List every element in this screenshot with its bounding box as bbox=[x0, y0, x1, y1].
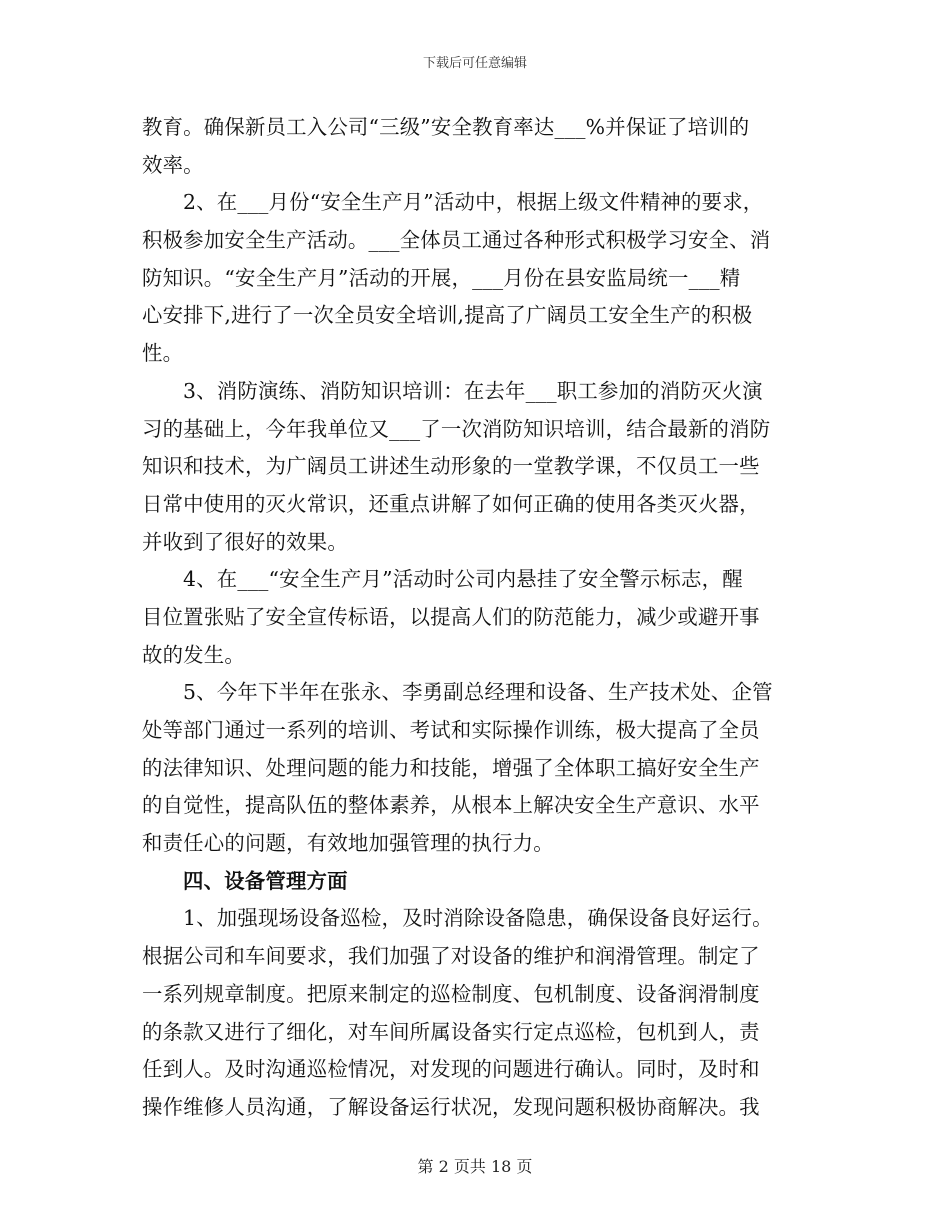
body-line: 的条款又进行了细化，对车间所属设备实行定点巡检，包机到人，责 bbox=[142, 1019, 760, 1044]
page-number: 第 2 页共 18 页 bbox=[417, 1157, 533, 1176]
body-line: 效率。 bbox=[142, 152, 204, 177]
body-line: 积极参加安全生产活动。___全体员工通过各种形式积极学习安全、消 bbox=[142, 228, 771, 253]
body-line: 习的基础上，今年我单位又___了一次消防知识培训，结合最新的消防 bbox=[142, 416, 771, 441]
body-line: 的自觉性，提高队伍的整体素养，从根本上解决安全生产意识、水平 bbox=[142, 793, 760, 818]
paragraph-start-line: 5、今年下半年在张永、李勇副总经理和设备、生产技术处、企管 bbox=[183, 680, 773, 705]
body-line: 故的发生。 bbox=[142, 642, 245, 667]
body-line: 教育。确保新员工入公司“三级”安全教育率达___%并保证了培训的 bbox=[142, 115, 750, 139]
page-header: 下载后可任意编辑 bbox=[422, 56, 527, 71]
body-line: 性。 bbox=[142, 341, 184, 366]
body-line: 的法律知识、处理问题的能力和技能，增强了全体职工搞好安全生产 bbox=[142, 755, 760, 780]
body-line: 防知识。“安全生产月”活动的开展，___月份在县安监局统一___精 bbox=[142, 265, 741, 290]
body-line: 心安排下,进行了一次全员安全培训,提高了广阔员工安全生产的积极 bbox=[142, 303, 753, 328]
body-line: 日常中使用的灭火常识，还重点讲解了如何正确的使用各类灭火器， bbox=[142, 491, 760, 516]
body-line: 目位置张贴了安全宣传标语，以提高人们的防范能力，减少或避开事 bbox=[142, 604, 760, 629]
body-line: 任到人。及时沟通巡检情况，对发现的问题进行确认。同时，及时和 bbox=[142, 1057, 760, 1082]
body-line: 和责任心的问题，有效地加强管理的执行力。 bbox=[142, 831, 554, 856]
paragraph-start-line: 4、在___“安全生产月”活动时公司内悬挂了安全警示标志，醒 bbox=[183, 567, 743, 592]
paragraph-start-line: 3、消防演练、消防知识培训：在去年___职工参加的消防灭火演 bbox=[183, 378, 763, 403]
body-line: 根据公司和车间要求，我们加强了对设备的维护和润滑管理。制定了 bbox=[142, 944, 760, 969]
paragraph-start-line: 1、加强现场设备巡检，及时消除设备隐患，确保设备良好运行。 bbox=[183, 906, 773, 931]
body-line: 一系列规章制度。把原来制定的巡检制度、包机制度、设备润滑制度 bbox=[142, 981, 760, 1006]
body-line: 并收到了很好的效果。 bbox=[142, 529, 348, 554]
section-heading: 四、设备管理方面 bbox=[183, 868, 348, 893]
document-body bbox=[142, 109, 807, 1127]
paragraph-start-line: 2、在___月份“安全生产月”活动中，根据上级文件精神的要求， bbox=[183, 190, 764, 215]
body-line: 操作维修人员沟通，了解设备运行状况，发现问题积极协商解决。我 bbox=[142, 1094, 760, 1119]
body-line: 处等部门通过一系列的培训、考试和实际操作训练，极大提高了全员 bbox=[142, 718, 760, 742]
body-line: 知识和技术，为广阔员工讲述生动形象的一堂教学课，不仅员工一些 bbox=[142, 454, 760, 479]
